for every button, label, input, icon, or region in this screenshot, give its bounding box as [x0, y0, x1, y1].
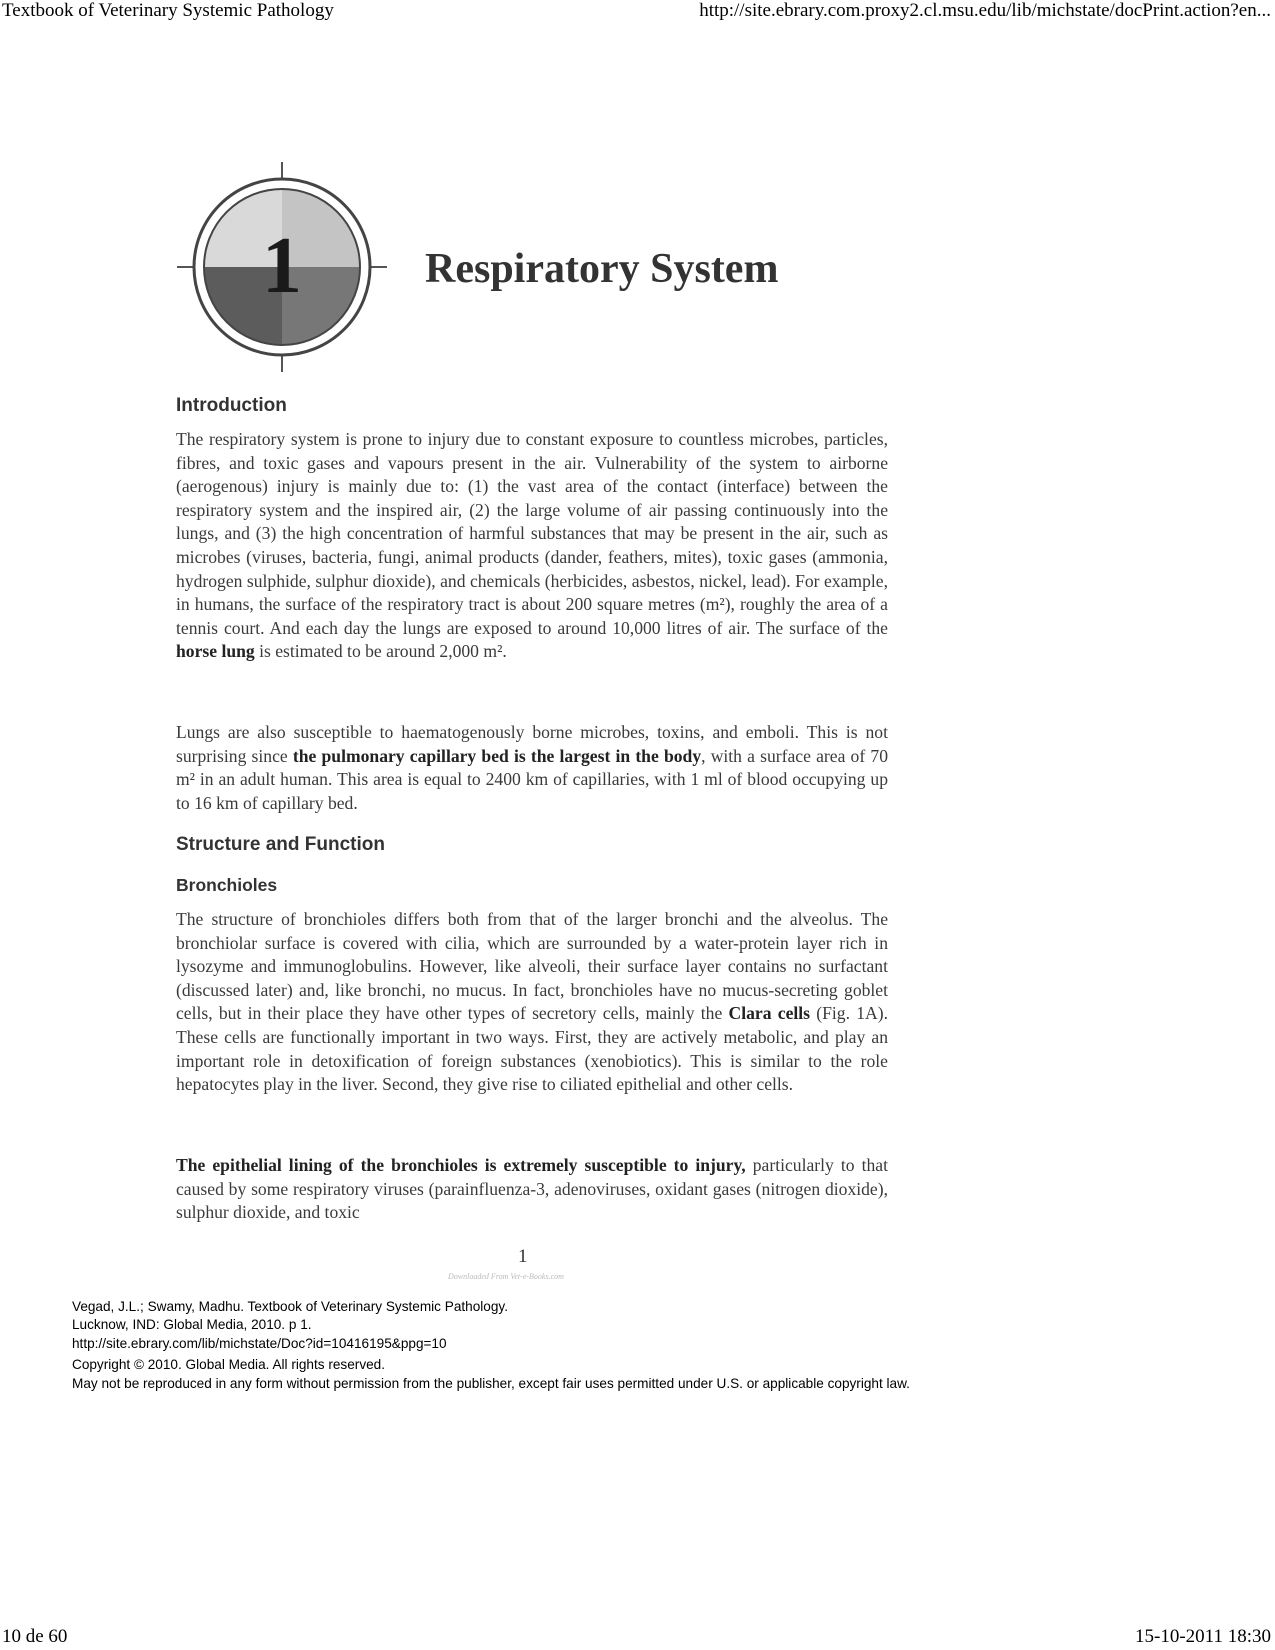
scanned-page — [120, 110, 960, 1360]
citation-notice: May not be reproduced in any form without permission from the publisher, except fair uses permitted under U.S. or applicable copyright law. — [72, 1375, 910, 1391]
page-number: 1 — [518, 1246, 528, 1267]
intro-paragraph-1: The respiratory system is prone to injury due to constant exposure to countless microbes, particles, fibres, and toxic gases and vapours present in the air. Vulnerability of the system to airborne (aerogenous) injury is mainly due to: (1) the vast area of the contact (interface) between the respiratory system and the inspired air, (2) the large volume of air passing continuously into the lungs, and (3) the high concentration of harmful substances that may be present in the air, such as microbes (viruses, bacteria, fungi, animal products (dander, feathers, mites), toxic gases (ammonia, hydrogen sulphide, sulphur dioxide), and chemicals (herbicides, asbestos, nickel, lead). For example, in humans, the surface of the respiratory tract is about 200 square metres (m²), roughly the area of a tennis court. And each day the lungs are exposed to around 10,000 litres of air. The surface of the horse lung is estimated to be around 2,000 m². — [176, 429, 888, 662]
print-footer-timestamp: 15-10-2011 18:30 — [1135, 1626, 1271, 1647]
structure-function-heading: Structure and Function — [176, 834, 385, 855]
chapter-emblem-icon — [177, 162, 387, 372]
citation-link[interactable]: http://site.ebrary.com/lib/michstate/Doc?id=10416195&ppg=10 — [72, 1335, 447, 1351]
intro-paragraph-2: Lungs are also susceptible to haematogenously borne microbes, toxins, and emboli. This is not surprising since the pulmonary capillary bed is the largest in the body, with a surface area of 70 m² in an adult human. This area is equal to 2400 km of capillaries, with 1 ml of blood occupying up to 16 km of capillary bed. — [176, 722, 888, 813]
print-footer — [0, 1626, 1275, 1650]
bronchioles-paragraph-1: The structure of bronchioles differs both from that of the larger bronchi and the alveolus. The bronchiolar surface is covered with cilia, which are surrounded by a water-protein layer rich in lysozyme and immunoglobulins. However, like alveoli, their surface layer contains no surfactant (discussed later) and, like bronchi, no mucus. In fact, bronchioles have no mucus-secreting goblet cells, but in their place they have other types of secretory cells, mainly the Clara cells (Fig. 1A). These cells are functionally important in two ways. First, they are actively metabolic, and play an important role in detoxification of foreign substances (xenobiotics). This is similar to the role hepatocytes play in the liver. Second, they give rise to ciliated epithelial and other cells. — [176, 909, 888, 1095]
introduction-heading: Introduction — [176, 395, 287, 416]
watermark: Downloaded From Vet-e-Books.com — [448, 1272, 564, 1281]
citation-block — [72, 1298, 1222, 1393]
print-footer-page-count: 10 de 60 — [2, 1626, 68, 1647]
bronchioles-paragraph-2: The epithelial lining of the bronchioles is extremely susceptible to injury, particularly to that caused by some respiratory viruses (parainfluenza-3, adenoviruses, oxidant gases (nitrogen dioxide), sulphur dioxide, and toxic — [176, 1155, 888, 1223]
chapter-number: 1 — [262, 222, 302, 310]
bronchioles-heading: Bronchioles — [176, 875, 278, 895]
print-header-title: Textbook of Veterinary Systemic Pathology — [2, 0, 334, 21]
citation-line: Lucknow, IND: Global Media, 2010. p 1. — [72, 1317, 312, 1333]
print-header-url: http://site.ebrary.com.proxy2.cl.msu.edu/lib/michstate/docPrint.action?en... — [699, 0, 1271, 21]
print-header — [0, 0, 1275, 26]
citation-copyright: Copyright © 2010. Global Media. All rights reserved. — [72, 1357, 386, 1373]
citation-line: Vegad, J.L.; Swamy, Madhu. Textbook of Veterinary Systemic Pathology. — [72, 1299, 508, 1314]
chapter-title: Respiratory System — [425, 246, 779, 292]
